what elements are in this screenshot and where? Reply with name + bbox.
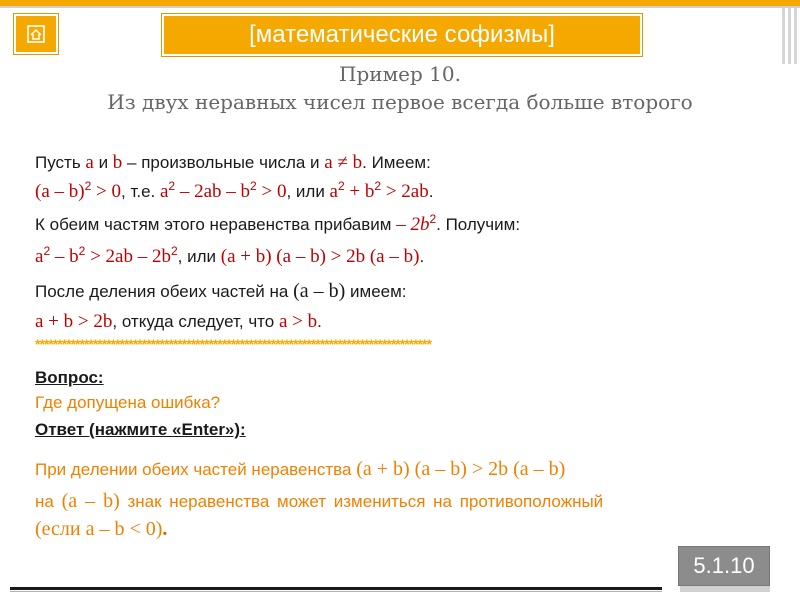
bottom-divider-shadow — [10, 591, 662, 592]
proof-line-2: (a – b)$^2$ > 0, т.е. $a^2 - 2ab - b^2 > 0$, или $a^2 + b^2 > 2ab$. — [35, 179, 434, 202]
proof-line-3: К обеим частям этого неравенства прибавим – $2b^2$. Получим: — [35, 212, 521, 235]
slide-number: 5.1.10 — [693, 553, 755, 578]
proof-line-1: Пусть a и b – произвольные числа и a ≠ b. Имеем: — [35, 152, 431, 173]
slide-title — [162, 14, 642, 56]
answer-line-3: (если a – b < 0). — [35, 518, 168, 540]
answer-line-2: на (a – b) знак неравенства может измениться на противоположный — [35, 490, 604, 512]
corner-pattern — [782, 8, 800, 64]
answer-line-1: При делении обеих частей неравенства (a + b) (a – b) > 2b (a – b) — [35, 458, 566, 480]
proof-line-6: a + b > 2b, откуда следует, что a > b. — [35, 311, 322, 332]
example-subheading: Из двух неравных чисел первое всегда больше второго — [107, 90, 693, 114]
top-divider — [0, 6, 800, 8]
separator-stars: ***************************************************************************************** — [35, 336, 431, 352]
home-button[interactable] — [14, 14, 58, 54]
answer-label: Ответ (нажмите «Enter»): — [35, 420, 246, 439]
slide-number-badge — [678, 546, 770, 586]
question-label: Вопрос: — [35, 368, 104, 387]
home-icon — [26, 24, 46, 44]
question-text: Где допущена ошибка? — [35, 393, 221, 412]
badge-shadow — [680, 586, 770, 592]
proof-line-4: $a^2 - b^2 > 2ab - 2b^2$, или (a + b) (a – b) > 2b (a – b). — [35, 244, 425, 267]
bottom-divider — [10, 587, 662, 590]
slide-title-text: [математические софизмы] — [249, 21, 555, 48]
proof-line-5: После деления обеих частей на (a – b) имеем: — [35, 280, 407, 302]
example-heading: Пример 10. — [339, 62, 461, 86]
